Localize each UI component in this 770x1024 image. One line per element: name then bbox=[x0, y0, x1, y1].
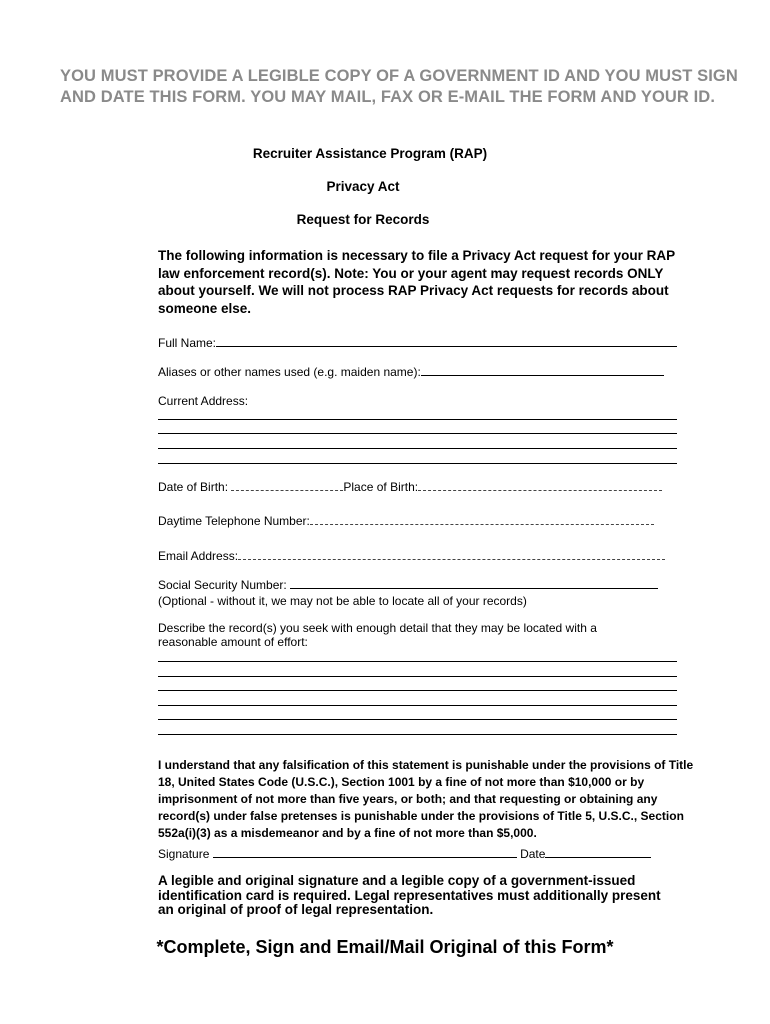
describe-line-6[interactable] bbox=[158, 734, 677, 735]
form-title: Request for Records bbox=[296, 212, 430, 227]
full-name-field[interactable] bbox=[216, 336, 677, 347]
falsification-warning: I understand that any falsification of this statement is punishable under the provisions of Title 18, United States Code (U.S.C.), Section 1001 by a fine of not more than $10,000 or by imprisonment of not more than five years, or both; and that requesting or obtaining any record(s) under false pretenses is punishable under the provisions of Title 5, U.S.C., Section 552a(i)(3) as a misdemeanor and by a fine of not more than $5,000. bbox=[158, 758, 694, 840]
email-row bbox=[158, 549, 665, 563]
ssn-label: Social Security Number: bbox=[158, 578, 287, 592]
current-address-label: Current Address: bbox=[158, 394, 249, 408]
date-label: Date bbox=[520, 847, 546, 861]
birth-row bbox=[158, 480, 662, 494]
email-field[interactable] bbox=[238, 549, 665, 560]
phone-row bbox=[158, 514, 654, 528]
full-name-row bbox=[158, 336, 677, 350]
signature-field[interactable] bbox=[213, 847, 517, 858]
describe-line-1[interactable] bbox=[158, 661, 677, 662]
address-line-1[interactable] bbox=[158, 419, 677, 420]
signature-label: Signature bbox=[158, 847, 210, 861]
describe-line-2[interactable] bbox=[158, 676, 677, 677]
ssn-field[interactable] bbox=[290, 578, 658, 589]
describe-line-5[interactable] bbox=[158, 719, 677, 720]
legible-id-note: A legible and original signature and a legible copy of a government-issued identification card is required. Legal representatives must additionally present an original of proof of legal representation. bbox=[158, 873, 661, 917]
describe-line-3[interactable] bbox=[158, 690, 677, 691]
date-of-birth-label: Date of Birth: bbox=[158, 480, 229, 494]
aliases-label: Aliases or other names used (e.g. maiden name): bbox=[158, 365, 421, 379]
program-title: Recruiter Assistance Program (RAP) bbox=[252, 146, 488, 161]
daytime-phone-field[interactable] bbox=[310, 514, 654, 525]
signature-row bbox=[158, 847, 651, 861]
id-requirement-notice: YOU MUST PROVIDE A LEGIBLE COPY OF A GOVERNMENT ID AND YOU MUST SIGN AND DATE THIS FORM. YOU MAY MAIL, FAX OR E-MAIL THE FORM AND YOUR ID. bbox=[60, 67, 738, 106]
form-subtitle: Privacy Act bbox=[326, 179, 400, 194]
address-line-2[interactable] bbox=[158, 433, 677, 434]
intro-paragraph: The following information is necessary to file a Privacy Act request for your RAP law enforcement record(s). Note: You or your agent may request records ONLY about yourself. We will not process RAP Privacy Act requests for records about someone else. bbox=[158, 248, 675, 316]
address-line-3[interactable] bbox=[158, 448, 677, 449]
daytime-phone-label: Daytime Telephone Number: bbox=[158, 514, 310, 528]
describe-line-4[interactable] bbox=[158, 705, 677, 706]
date-field[interactable] bbox=[545, 847, 651, 858]
aliases-field[interactable] bbox=[421, 365, 664, 376]
form-footer-instruction: *Complete, Sign and Email/Mail Original of this Form* bbox=[156, 937, 614, 957]
describe-records-label: Describe the record(s) you seek with enough detail that they may be located with a reasonable amount of effort: bbox=[158, 621, 597, 649]
full-name-label: Full Name: bbox=[158, 336, 217, 350]
aliases-row bbox=[158, 365, 664, 379]
ssn-optional-note: (Optional - without it, we may not be able to locate all of your records) bbox=[158, 594, 527, 608]
email-label: Email Address: bbox=[158, 549, 239, 563]
place-of-birth-field[interactable] bbox=[418, 480, 662, 491]
date-of-birth-field[interactable] bbox=[231, 480, 343, 491]
ssn-row bbox=[158, 578, 658, 592]
place-of-birth-label: Place of Birth: bbox=[343, 480, 419, 494]
address-line-4[interactable] bbox=[158, 463, 677, 464]
